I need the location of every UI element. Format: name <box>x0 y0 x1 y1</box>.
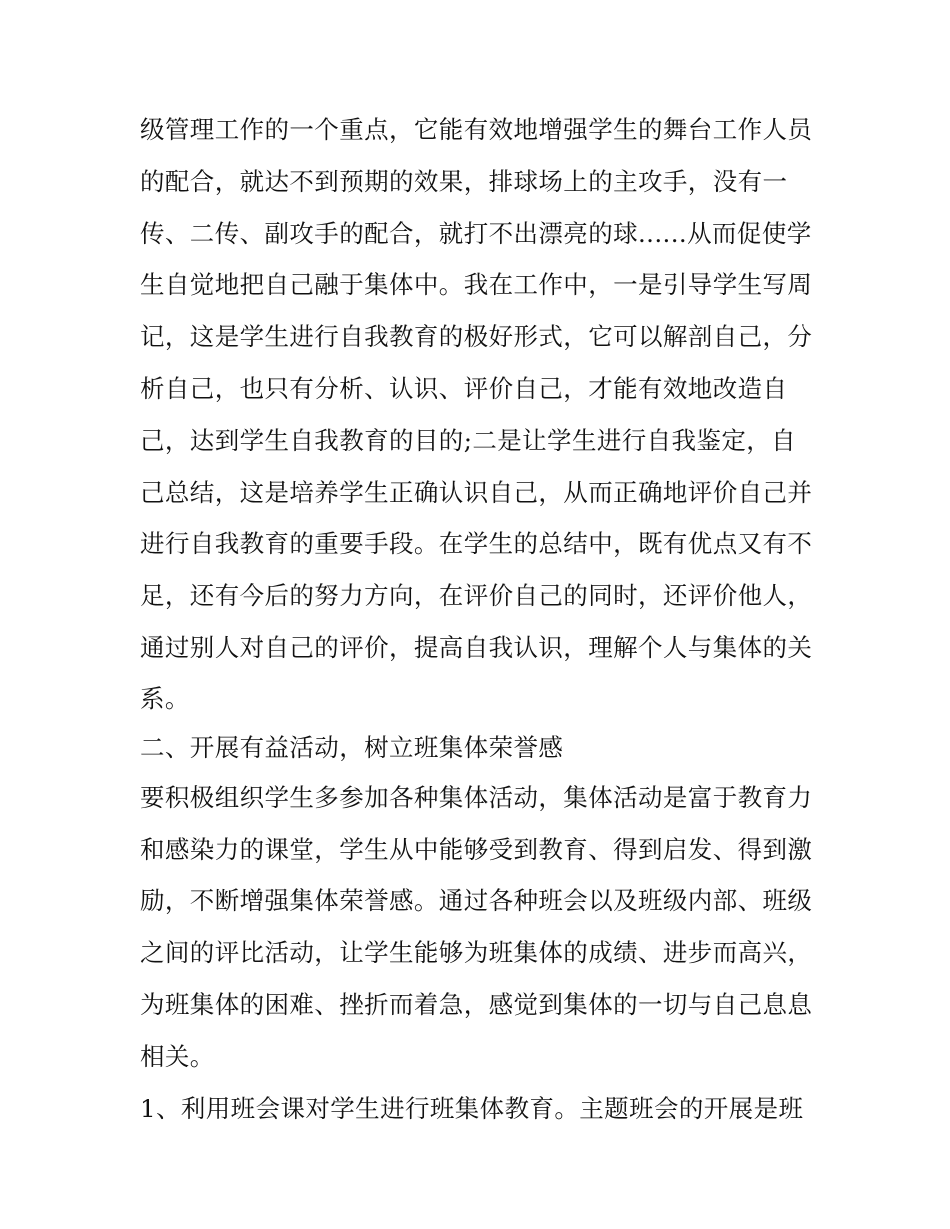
text-line: 记，这是学生进行自我教育的极好形式，它可以解剖自己，分 <box>140 322 813 352</box>
text-line: 和感染力的课堂，学生从中能够受到教育、得到启发、得到激 <box>140 834 813 864</box>
text-line: 析自己，也只有分析、认识、评价自己，才能有效地改造自 <box>140 373 788 403</box>
text-line: 为班集体的困难、挫折而着急，感觉到集体的一切与自己息息 <box>140 989 813 1019</box>
text-line: 励，不断增强集体荣誉感。通过各种班会以及班级内部、班级 <box>140 886 813 916</box>
section-heading: 二、开展有益活动，树立班集体荣誉感 <box>140 732 564 762</box>
text-line: 之间的评比活动，让学生能够为班集体的成绩、进步而高兴， <box>140 938 813 968</box>
text-line: 相关。 <box>140 1041 215 1071</box>
text-line: 系。 <box>140 683 190 713</box>
text-line: 要积极组织学生多参加各种集体活动，集体活动是富于教育力 <box>140 782 813 812</box>
text-line: 己总结，这是培养学生正确认识自己，从而正确地评价自己并 <box>140 477 813 507</box>
text-line: 足，还有今后的努力方向，在评价自己的同时，还评价他人， <box>140 581 813 611</box>
text-line: 1、利用班会课对学生进行班集体教育。主题班会的开展是班 <box>140 1093 804 1123</box>
text-line: 己，达到学生自我教育的目的;二是让学生进行自我鉴定，自 <box>140 425 797 455</box>
body-text <box>140 104 820 1134</box>
text-line: 生自觉地把自己融于集体中。我在工作中，一是引导学生写周 <box>140 270 813 300</box>
text-line: 的配合，就达不到预期的效果，排球场上的主攻手，没有一 <box>140 166 788 196</box>
text-line: 传、二传、副攻手的配合，就打不出漂亮的球......从而促使学 <box>140 218 812 248</box>
text-line: 级管理工作的一个重点，它能有效地增强学生的舞台工作人员 <box>140 115 813 144</box>
text-line: 进行自我教育的重要手段。在学生的总结中，既有优点又有不 <box>140 529 813 559</box>
text-line: 通过别人对自己的评价，提高自我认识，理解个人与集体的关 <box>140 632 813 662</box>
